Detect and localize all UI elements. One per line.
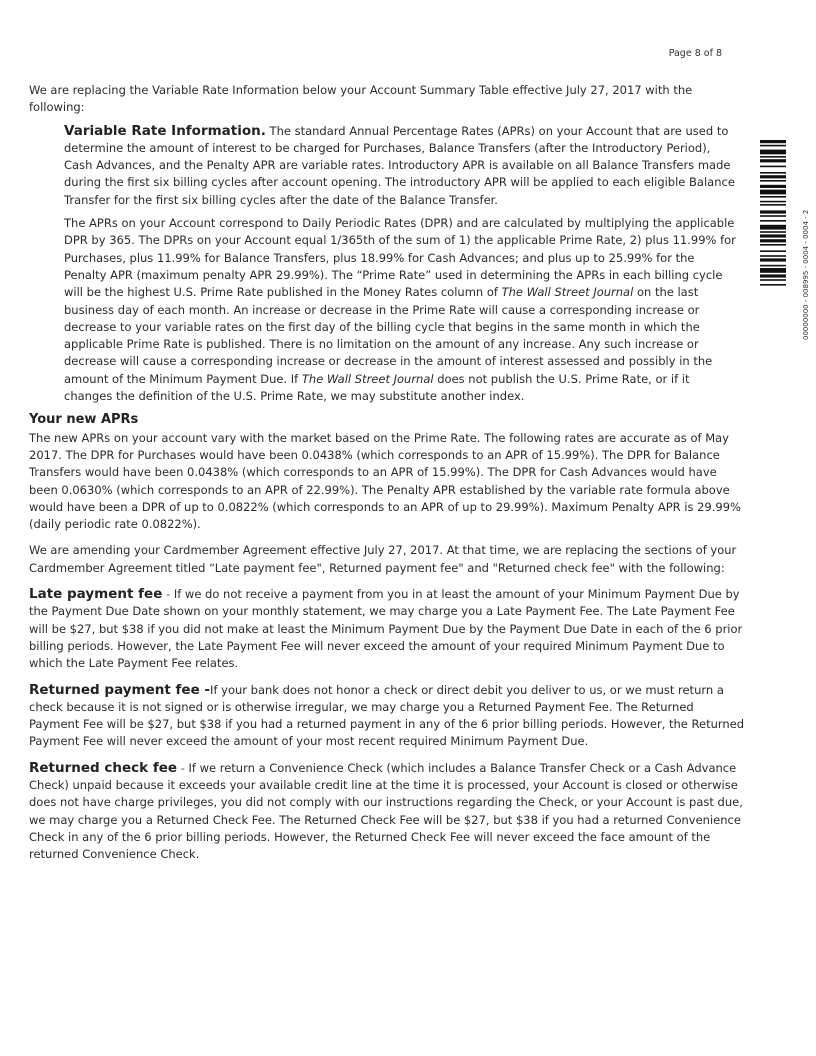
new-aprs-paragraph: The new APRs on your account vary with the market based on the Prime Rate. The following rates are accurate as of May 2017. The DPR for Purchases would have been 0.0438% (which corresponds to an APR of 15.99%). The DPR for Balance Transfers would have been 0.0438% (which corresponds to an APR of 15.99%). The DPR for Cash Advances would have been 0.0630% (which corresponds to an APR of 22.99%). The Penalty APR established by the variable rate formula above would have been a DPR of up to 0.0822% (which corresponds to an APR of up to 29.99%). Maximum Penalty APR is 29.99% (daily periodic rate 0.0822%). <box>29 430 741 532</box>
returned-check-paragraph <box>29 760 745 864</box>
wsj-reference-2: The Wall Street Journal <box>301 371 434 386</box>
late-fee-paragraph <box>29 586 745 672</box>
variable-rate-paragraph-1 <box>64 123 736 209</box>
wsj-reference-1: The Wall Street Journal <box>501 285 634 300</box>
returned-check-text: If we return a Convenience Check (which includes a Balance Transfer Check or a Cash Advance Check) unpaid because it exceeds your available credit line at the time it is processed, your Account is closed or otherwise does not have charge privileges, you did not comply with our instructions regarding the Check, or your Account is past due, we may charge you a Returned Check Fee. The Returned Check Fee will be $27, but $38 if you had a returned Convenience Check in any of the 6 prior billing periods. However, the Returned Check Fee will never exceed the face amount of the returned Convenience Check. <box>29 760 743 862</box>
returned-payment-text: If your bank does not honor a check or direct debit you deliver to us, or we must return a check because it is not signed or is otherwise irregular, we may charge you a Returned Payment Fee. The Returned Payment Fee will be $27, but $38 if you had a returned payment in any of the 6 prior billing periods. However, the Returned Payment Fee will never exceed the amount of your most recent required Minimum Payment Due. <box>29 682 745 749</box>
variable-rate-title: Variable Rate Information. <box>64 122 266 139</box>
page-number: Page 8 of 8 <box>668 48 722 59</box>
returned-payment-title: Returned payment fee - <box>29 681 211 698</box>
returned-payment-paragraph <box>29 682 745 751</box>
variable-rate-section <box>29 123 736 406</box>
barcode-graphic <box>760 140 786 340</box>
document-body <box>29 82 745 863</box>
amending-paragraph: We are amending your Cardmember Agreement effective July 27, 2017. At that time, we are replacing the sections of your Cardmember Agreement titled “Late payment fee", Returned payment fee" and "Returned check fee" with the following: <box>29 543 737 575</box>
intro-paragraph: We are replacing the Variable Rate Information below your Account Summary Table effective July 27, 2017 with the following: <box>29 83 693 115</box>
variable-rate-text-2b: on the last business day of each month. An increase or decrease in the Prime Rate will cause a corresponding increase or decrease to your variable rates on the first day of the billing cycle that begins in the same month in which the applicable Prime Rate is published. There is no limitation on the amount of any increase. Any such increase or decrease will cause a corresponding increase or decrease in the amount of interest assessed and possibly in the amount of the Minimum Payment Due. If <box>64 285 713 386</box>
returned-check-dash: - <box>177 760 189 775</box>
late-fee-dash: - <box>162 587 174 602</box>
returned-check-title: Returned check fee <box>29 759 178 776</box>
barcode-number: 00000000 - 008995 - 0004 - 0004 - 2 <box>802 209 810 340</box>
late-fee-title: Late payment fee <box>29 586 163 603</box>
variable-rate-text-2a: The APRs on your Account correspond to Daily Periodic Rates (DPR) and are calculated by multiplying the applicable DPR by 365. The DPRs on your Account equal 1/365th of the sum of 1) the applicable Prime Rate, 2) plus 11.99% for Purchases, plus 11.99% for Balance Transfers, plus 18.99% for Cash Advances; and plus up to 25.99% for the Penalty APR (maximum penalty APR 29.99%). The “Prime Rate” used in determining the APRs in each billing cycle will be the highest U.S. Prime Rate published in the Money Rates column of <box>64 216 736 300</box>
variable-rate-text-1: The standard Annual Percentage Rates (APRs) on your Account that are used to determine the amount of interest to be charged for Purchases, Balance Transfers (after the Introductory Period), Cash Advances, and the Penalty APR are variable rates. Introductory APR is available on all Balance Transfers made during the first six billing cycles after account opening. The introductory APR will be applied to each eligible Balance Transfer for the first six billing cycles after the date of the Balance Transfer. <box>64 123 735 207</box>
new-aprs-heading: Your new APRs <box>29 412 139 428</box>
late-fee-text: If we do not receive a payment from you in at least the amount of your Minimum Payment Due by the Payment Due Date shown on your monthly statement, we may charge you a Late Payment Fee. The Late Payment Fee will be $27, but $38 if you did not make at least the Minimum Payment Due by the Payment Due Date in each of the 6 prior billing periods. However, the Late Payment Fee will never exceed the amount of your required Minimum Payment Due to which the Late Payment Fee relates. <box>29 587 743 671</box>
variable-rate-text-2c: does not publish the U.S. Prime Rate, or if it changes the definition of the U.S. Prime Rate, we may substitute another index. <box>64 371 690 404</box>
variable-rate-paragraph-2 <box>64 215 736 405</box>
